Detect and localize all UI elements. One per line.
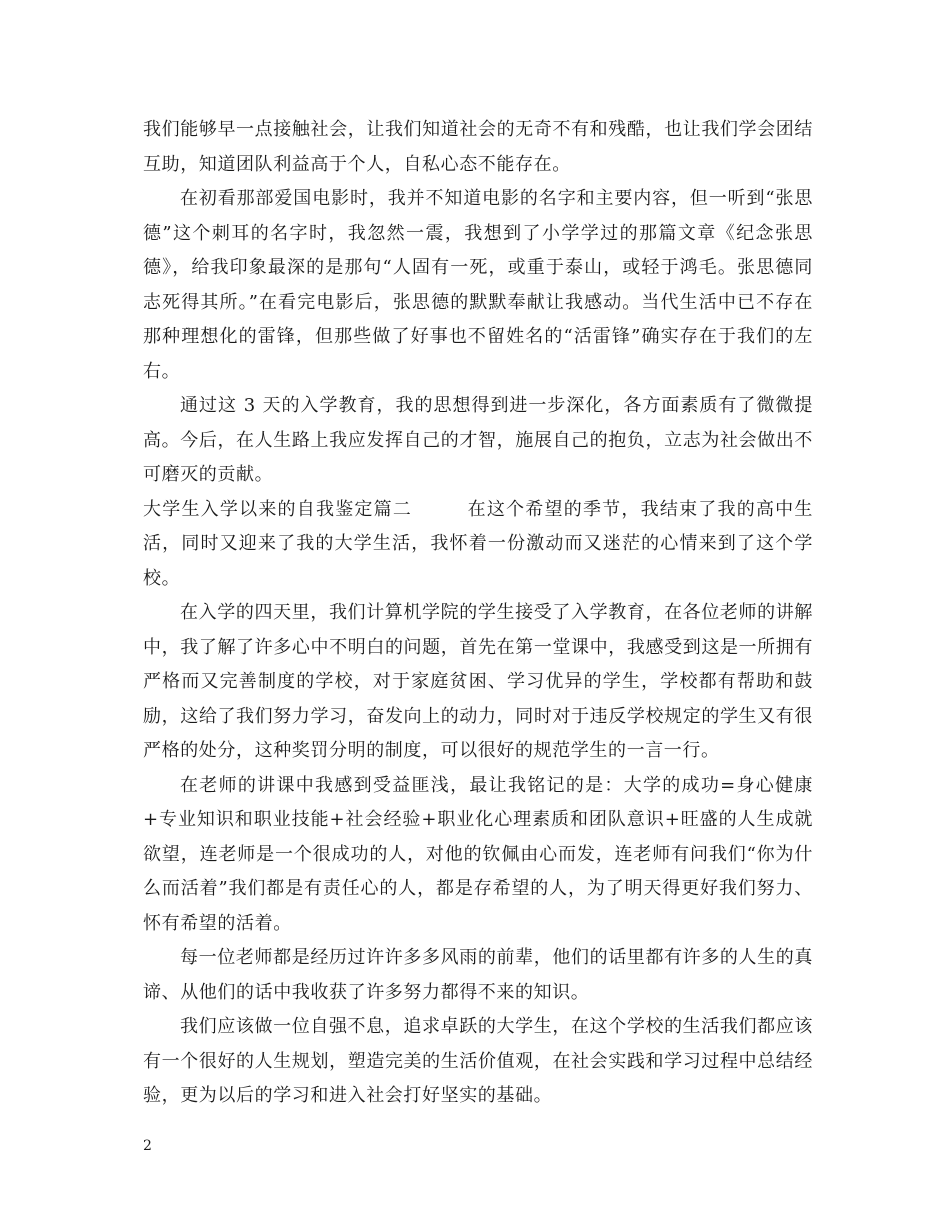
section-paragraph [143,493,813,597]
paragraph-7: 我们应该做一位自强不息，追求卓跃的大学生，在这个学校的生活我们都应该有一个很好的人生规划，塑造完美的生活价值观，在社会实践和学习过程中总结经验，更为以后的学习和进入社会打好坚实的基础。 [143,1016,813,1106]
paragraph-1: 我们能够早一点接触社会，让我们知道社会的无奇不有和残酷，也让我们学会团结互助，知道团队利益高于个人，自私心态不能存在。 [143,119,813,175]
paragraph-6: 每一位老师都是经历过许许多多风雨的前辈，他们的话里都有许多的人生的真谛、从他们的话中我收获了许多努力都得不来的知识。 [143,947,813,1003]
paragraph-5: 在老师的讲课中我感到受益匪浅，最让我铭记的是：大学的成功=身心健康+专业知识和职业技能+社会经验+职业化心理素质和团队意识+旺盛的人生成就欲望，连老师是一个很成功的人，对他的钦佩由心而发，连老师有问我们“你为什么而活着”我们都是有责任心的人，都是存希望的人，为了明天得更好我们努力、怀有希望的活着。 [143,774,813,934]
paragraph-3: 通过这 3 天的入学教育，我的思想得到进一步深化，各方面素质有了微微提高。今后，在人生路上我应发挥自己的才智，施展自己的抱负，立志为社会做出不可磨灭的贡献。 [143,395,813,485]
page-number: 2 [143,1138,152,1154]
paragraph-4: 在入学的四天里，我们计算机学院的学生接受了入学教育，在各位老师的讲解中，我了解了许多心中不明白的问题，首先在第一堂课中，我感受到这是一所拥有严格而又完善制度的学校，对于家庭贫困、学习优异的学生，学校都有帮助和鼓励，这给了我们努力学习，奋发向上的动力，同时对于违反学校规定的学生又有很严格的处分，这种奖罚分明的制度，可以很好的规范学生的一言一行。 [143,602,813,761]
document-body [143,113,813,1114]
paragraph-2: 在初看那部爱国电影时，我并不知道电影的名字和主要内容，但一听到“张思德”这个刺耳的名字时，我忽然一震，我想到了小学学过的那篇文章《纪念张思德》，给我印象最深的是那句“人固有一死，或重于泰山，或轻于鸿毛。张思德同志死得其所。”在看完电影后，张思德的默默奉献让我感动。当代生活中已不存在那种理想化的雷锋，但那些做了好事也不留姓名的“活雷锋”确实存在于我们的左右。 [143,188,813,382]
section-lead: 在这个希望的季节，我结束了我的高中生活，同时又迎来了我的大学生活，我怀着一份激动而又迷茫的心情来到了这个学校。 [143,498,813,589]
section-heading: 大学生入学以来的自我鉴定篇二 [143,498,413,520]
